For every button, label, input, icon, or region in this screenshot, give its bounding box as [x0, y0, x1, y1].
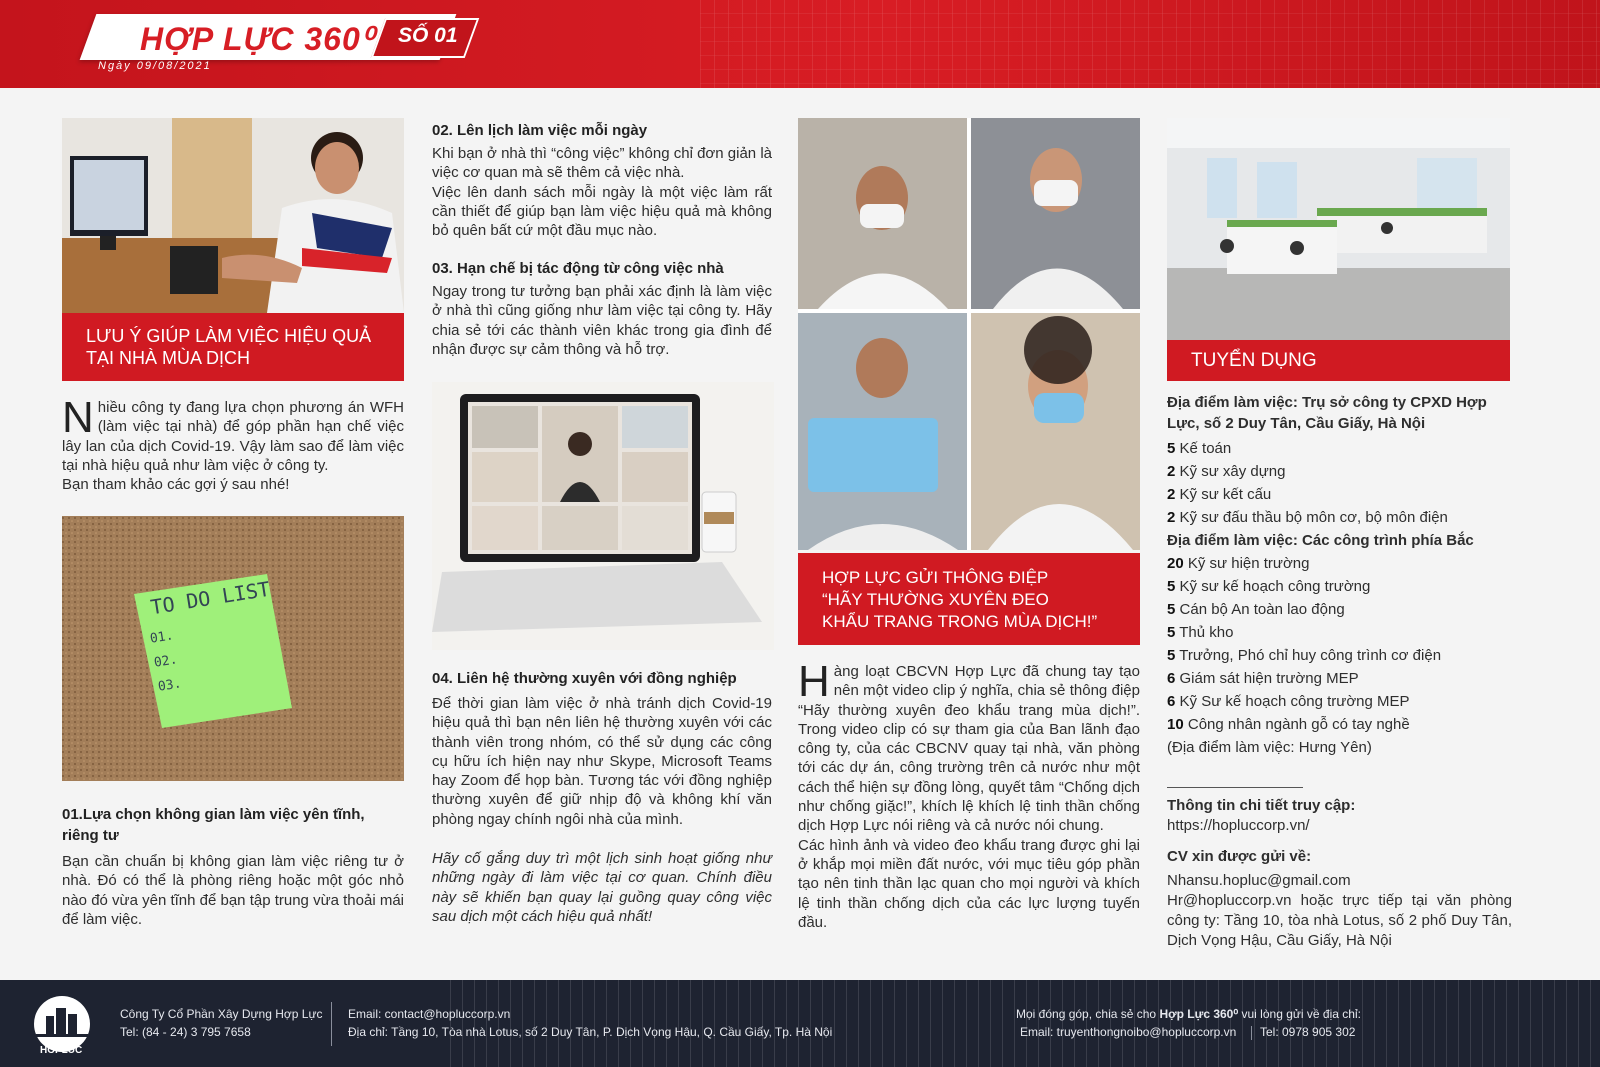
s3-heading: 03. Hạn chế bị tác động từ công việc nhà: [432, 260, 724, 277]
s1-text: Bạn cần chuẩn bị không gian làm việc riêng tư ở nhà. Đó có thể là phòng riêng hoặc một góc nhỏ nào đó vừa yên tĩnh để bạn tập trung vừa thoải mái để làm việc.: [62, 853, 404, 928]
mask-photo-grid: [798, 118, 1140, 550]
footer-contrib-email[interactable]: Email: truyenthongnoibo@hopluccorp.vn: [1020, 1025, 1237, 1039]
job-count: 2: [1167, 463, 1176, 480]
job-title: Kỹ sư kế hoạch công trường: [1179, 578, 1371, 595]
footer-address: Địa chỉ: Tầng 10, Tòa nhà Lotus, số 2 Duy Tân, P. Dịch Vọng Hậu, Q. Cầu Giấy, Tp. Hà Nội: [348, 1025, 833, 1039]
recruit-location-north: Địa điểm làm việc: Các công trình phía Bắc: [1167, 532, 1474, 549]
col1-title-line2: TẠI NHÀ MÙA DỊCH: [86, 348, 251, 368]
job-title: Kỹ sư đấu thầu bộ môn cơ, bộ môn điện: [1179, 509, 1448, 526]
job-title: Trưởng, Phó chỉ huy công trình cơ điện: [1179, 647, 1442, 664]
wfh-photo: [62, 118, 404, 313]
job-item: [1167, 667, 1512, 690]
col3-title-line1: HỢP LỰC GỬI THÔNG ĐIỆP: [822, 568, 1049, 587]
footer-contrib-post: vui lòng gửi về địa chỉ:: [1238, 1007, 1361, 1021]
job-title: Cán bộ An toàn lao động: [1179, 601, 1345, 618]
job-count: 5: [1167, 647, 1176, 664]
footer-company: Công Ty Cổ Phần Xây Dựng Hợp Lực: [120, 1007, 323, 1021]
job-item: [1167, 460, 1512, 483]
job-count: 5: [1167, 440, 1176, 457]
col1-title-box: [62, 313, 404, 381]
info-url[interactable]: https://hopluccorp.vn/: [1167, 817, 1310, 834]
job-item: [1167, 437, 1512, 460]
recruit-title-box: [1167, 340, 1510, 381]
job-title: Kỹ Sư kế hoạch công trường MEP: [1179, 693, 1410, 710]
col3-title-line3: KHẨU TRANG TRONG MÙA DỊCH!”: [822, 612, 1098, 631]
job-item: [1167, 575, 1512, 598]
footer-contrib-pre: Mọi đóng góp, chia sẻ cho: [1016, 1007, 1160, 1021]
col1-intro: [62, 393, 404, 494]
issue-number: SỐ 01: [398, 24, 458, 47]
footer-contrib: [1016, 1005, 1361, 1023]
job-title: Công nhân ngành gỗ có tay nghề: [1187, 716, 1410, 733]
col1-dropcap: N: [62, 393, 94, 442]
closing-text: Hãy cố gắng duy trì một lịch sinh hoạt giống như những ngày đi làm việc tại cơ quan. Chính điều này sẽ khiến bạn quay lại guồng quay công việc sau dịch một cách hiệu quả nhất!: [432, 850, 772, 925]
job-item: [1167, 690, 1512, 713]
job-count: 6: [1167, 693, 1176, 710]
job-count: 6: [1167, 670, 1176, 687]
recruit-contact: [1167, 796, 1512, 951]
job-title: Giám sát hiện trường MEP: [1179, 670, 1359, 687]
job-item: [1167, 598, 1512, 621]
job-item: [1167, 483, 1512, 506]
todo-photo: [62, 516, 404, 781]
cv-label: CV xin được gửi về:: [1167, 848, 1312, 865]
job-item: [1167, 713, 1512, 736]
s4-text: Để thời gian làm việc ở nhà tránh dịch Covid-19 hiệu quả thì bạn nên liên hệ thường xuyên với các thành viên trong nhóm, có thể sử dụng các công cụ hữu ích hiện nay như Skype, Microsoft Teams hay Zoom để họp bàn. Tương tác với đồng nghiệp thường xuyên để giữ nhịp độ và không khí văn phòng ngay chính ngôi nhà của mình.: [432, 695, 772, 828]
col3-title-box: [798, 553, 1140, 645]
footer-contrib-tel: Tel: 0978 905 302: [1260, 1025, 1356, 1039]
footer-contrib-brand: Hợp Lực 360⁰: [1159, 1007, 1239, 1021]
footer-email[interactable]: Email: contact@hopluccorp.vn: [348, 1007, 511, 1021]
footer-tel: Tel: (84 - 24) 3 795 7658: [120, 1025, 251, 1039]
todo-note-item: 01.: [148, 628, 175, 647]
recruit-divider: [1167, 787, 1303, 788]
job-item: [1167, 506, 1512, 529]
s1-heading: 01.Lựa chọn không gian làm việc yên tĩnh, riêng tư: [62, 806, 365, 844]
s2-text: [432, 144, 772, 240]
job-title: Kỹ sư xây dựng: [1179, 463, 1286, 480]
recruit-list: [1167, 392, 1512, 759]
job-title: Kỹ sư kết cấu: [1179, 486, 1272, 503]
brand-logo: HỢP LỰC 360⁰: [140, 21, 375, 57]
cv-email[interactable]: Nhansu.hopluc@gmail.com: [1167, 872, 1351, 889]
footer-divider: [331, 1002, 332, 1046]
s3-text: Ngay trong tư tưởng bạn phải xác định là làm việc ở nhà thì cũng giống như làm việc tại công ty. Hãy chia sẻ tới các thành viên khác trong gia đình để nhận được sự cảm thông và hỗ trợ.: [432, 283, 772, 358]
todo-note-item: 02.: [152, 652, 179, 671]
job-title: Kỹ sư hiện trường: [1187, 555, 1310, 572]
job-count: 2: [1167, 486, 1176, 503]
todo-note-title: TO DO LIST: [148, 576, 272, 620]
header-banner: [0, 0, 1600, 88]
recruit-title: TUYỂN DỤNG: [1191, 350, 1317, 371]
job-item: [1167, 552, 1512, 575]
job-count: 2: [1167, 509, 1176, 526]
header-pattern: [700, 0, 1600, 88]
job-title: Kế toán: [1179, 440, 1232, 457]
job-item: [1167, 621, 1512, 644]
office-photo: [1167, 118, 1510, 340]
col3-text: [798, 657, 1140, 932]
issue-date: Ngày 09/08/2021: [98, 60, 212, 72]
job-count: 5: [1167, 578, 1176, 595]
job-count: 5: [1167, 601, 1176, 618]
job-item: [1167, 644, 1512, 667]
col3-dropcap: H: [798, 657, 830, 706]
col3-title-line2: “HÃY THƯỜNG XUYÊN ĐEO: [822, 590, 1049, 609]
footer-divider-small: [1251, 1026, 1252, 1040]
s4-heading: 04. Liên hệ thường xuyên với đồng nghiệp: [432, 670, 737, 687]
job-title: Thủ kho: [1179, 624, 1234, 641]
col1-title-line1: LƯU Ý GIÚP LÀM VIỆC HIỆU QUẢ: [86, 326, 372, 346]
laptop-video-call-photo: [432, 382, 774, 650]
s2-text-p2: Việc lên danh sách mỗi ngày là một việc làm rất cần thiết để giúp bạn làm việc hiệu quả mà không bỏ quên bất cứ một đầu mục nào.: [432, 183, 772, 240]
footer-logo-text: HOPLUC: [40, 1045, 83, 1056]
footer: [0, 980, 1600, 1067]
recruit-location-hq: Địa điểm làm việc: Trụ sở công ty CPXD Hợp Lực, số 2 Duy Tân, Cầu Giấy, Hà Nội: [1167, 394, 1487, 432]
col3-text-p2: Các hình ảnh và video đeo khẩu trang được ghi lại ở khắp mọi miền đất nước, với mục tiêu góp phần tạo nên tinh thần lạc quan cho mọi người và khích lệ tinh thần chống dịch của các lực lượng tuyến đầu.: [798, 836, 1140, 931]
col3-text-p1: àng loạt CBCVN Hợp Lực đã chung tay tạo nên một video clip ý nghĩa, chia sẻ thông điệp “Hãy thường xuyên đeo khẩu trang mùa dịch!”. Trong video clip có sự tham gia của Ban lãnh đạo công ty, của các CBCNV quay tại nhà, văn phòng tới các dự án, công trường trên cả nước như một cách thể hiện sự đồng lòng, quyết tâm “Chống dịch như chống giặc!”, khích lệ khích lệ tinh thần chống dịch Hợp Lực nói riêng và cả nước nói chung.: [798, 663, 1140, 835]
job-count: 20: [1167, 555, 1184, 572]
s2-heading: 02. Lên lịch làm việc mỗi ngày: [432, 122, 648, 139]
cv-text: Hr@hopluccorp.vn hoặc trực tiếp tại văn phòng công ty: Tầng 10, tòa nhà Lotus, số 2 phố Duy Tân, Dịch Vọng Hậu, Cầu Giấy, Hà Nội: [1167, 892, 1512, 949]
recruit-location-hungyen: (Địa điểm làm việc: Hưng Yên): [1167, 739, 1372, 756]
col1-intro-text: hiều công ty đang lựa chọn phương án WFH (làm việc tại nhà) để góp phần hạn chế việc lây lan của dịch Covid-19. Vậy làm sao để làm việc tại nhà hiệu quả như làm việc ở công ty.: [62, 399, 404, 474]
s2-text-p1: Khi bạn ở nhà thì “công việc” không chỉ đơn giản là việc cơ quan mà sẽ thêm cả việc nhà.: [432, 145, 772, 182]
job-count: 5: [1167, 624, 1176, 641]
job-count: 10: [1167, 716, 1184, 733]
col1-intro-text2: Bạn tham khảo các gợi ý sau nhé!: [62, 476, 290, 494]
todo-note-item: 03.: [156, 676, 183, 695]
info-label: Thông tin chi tiết truy cập:: [1167, 797, 1356, 814]
